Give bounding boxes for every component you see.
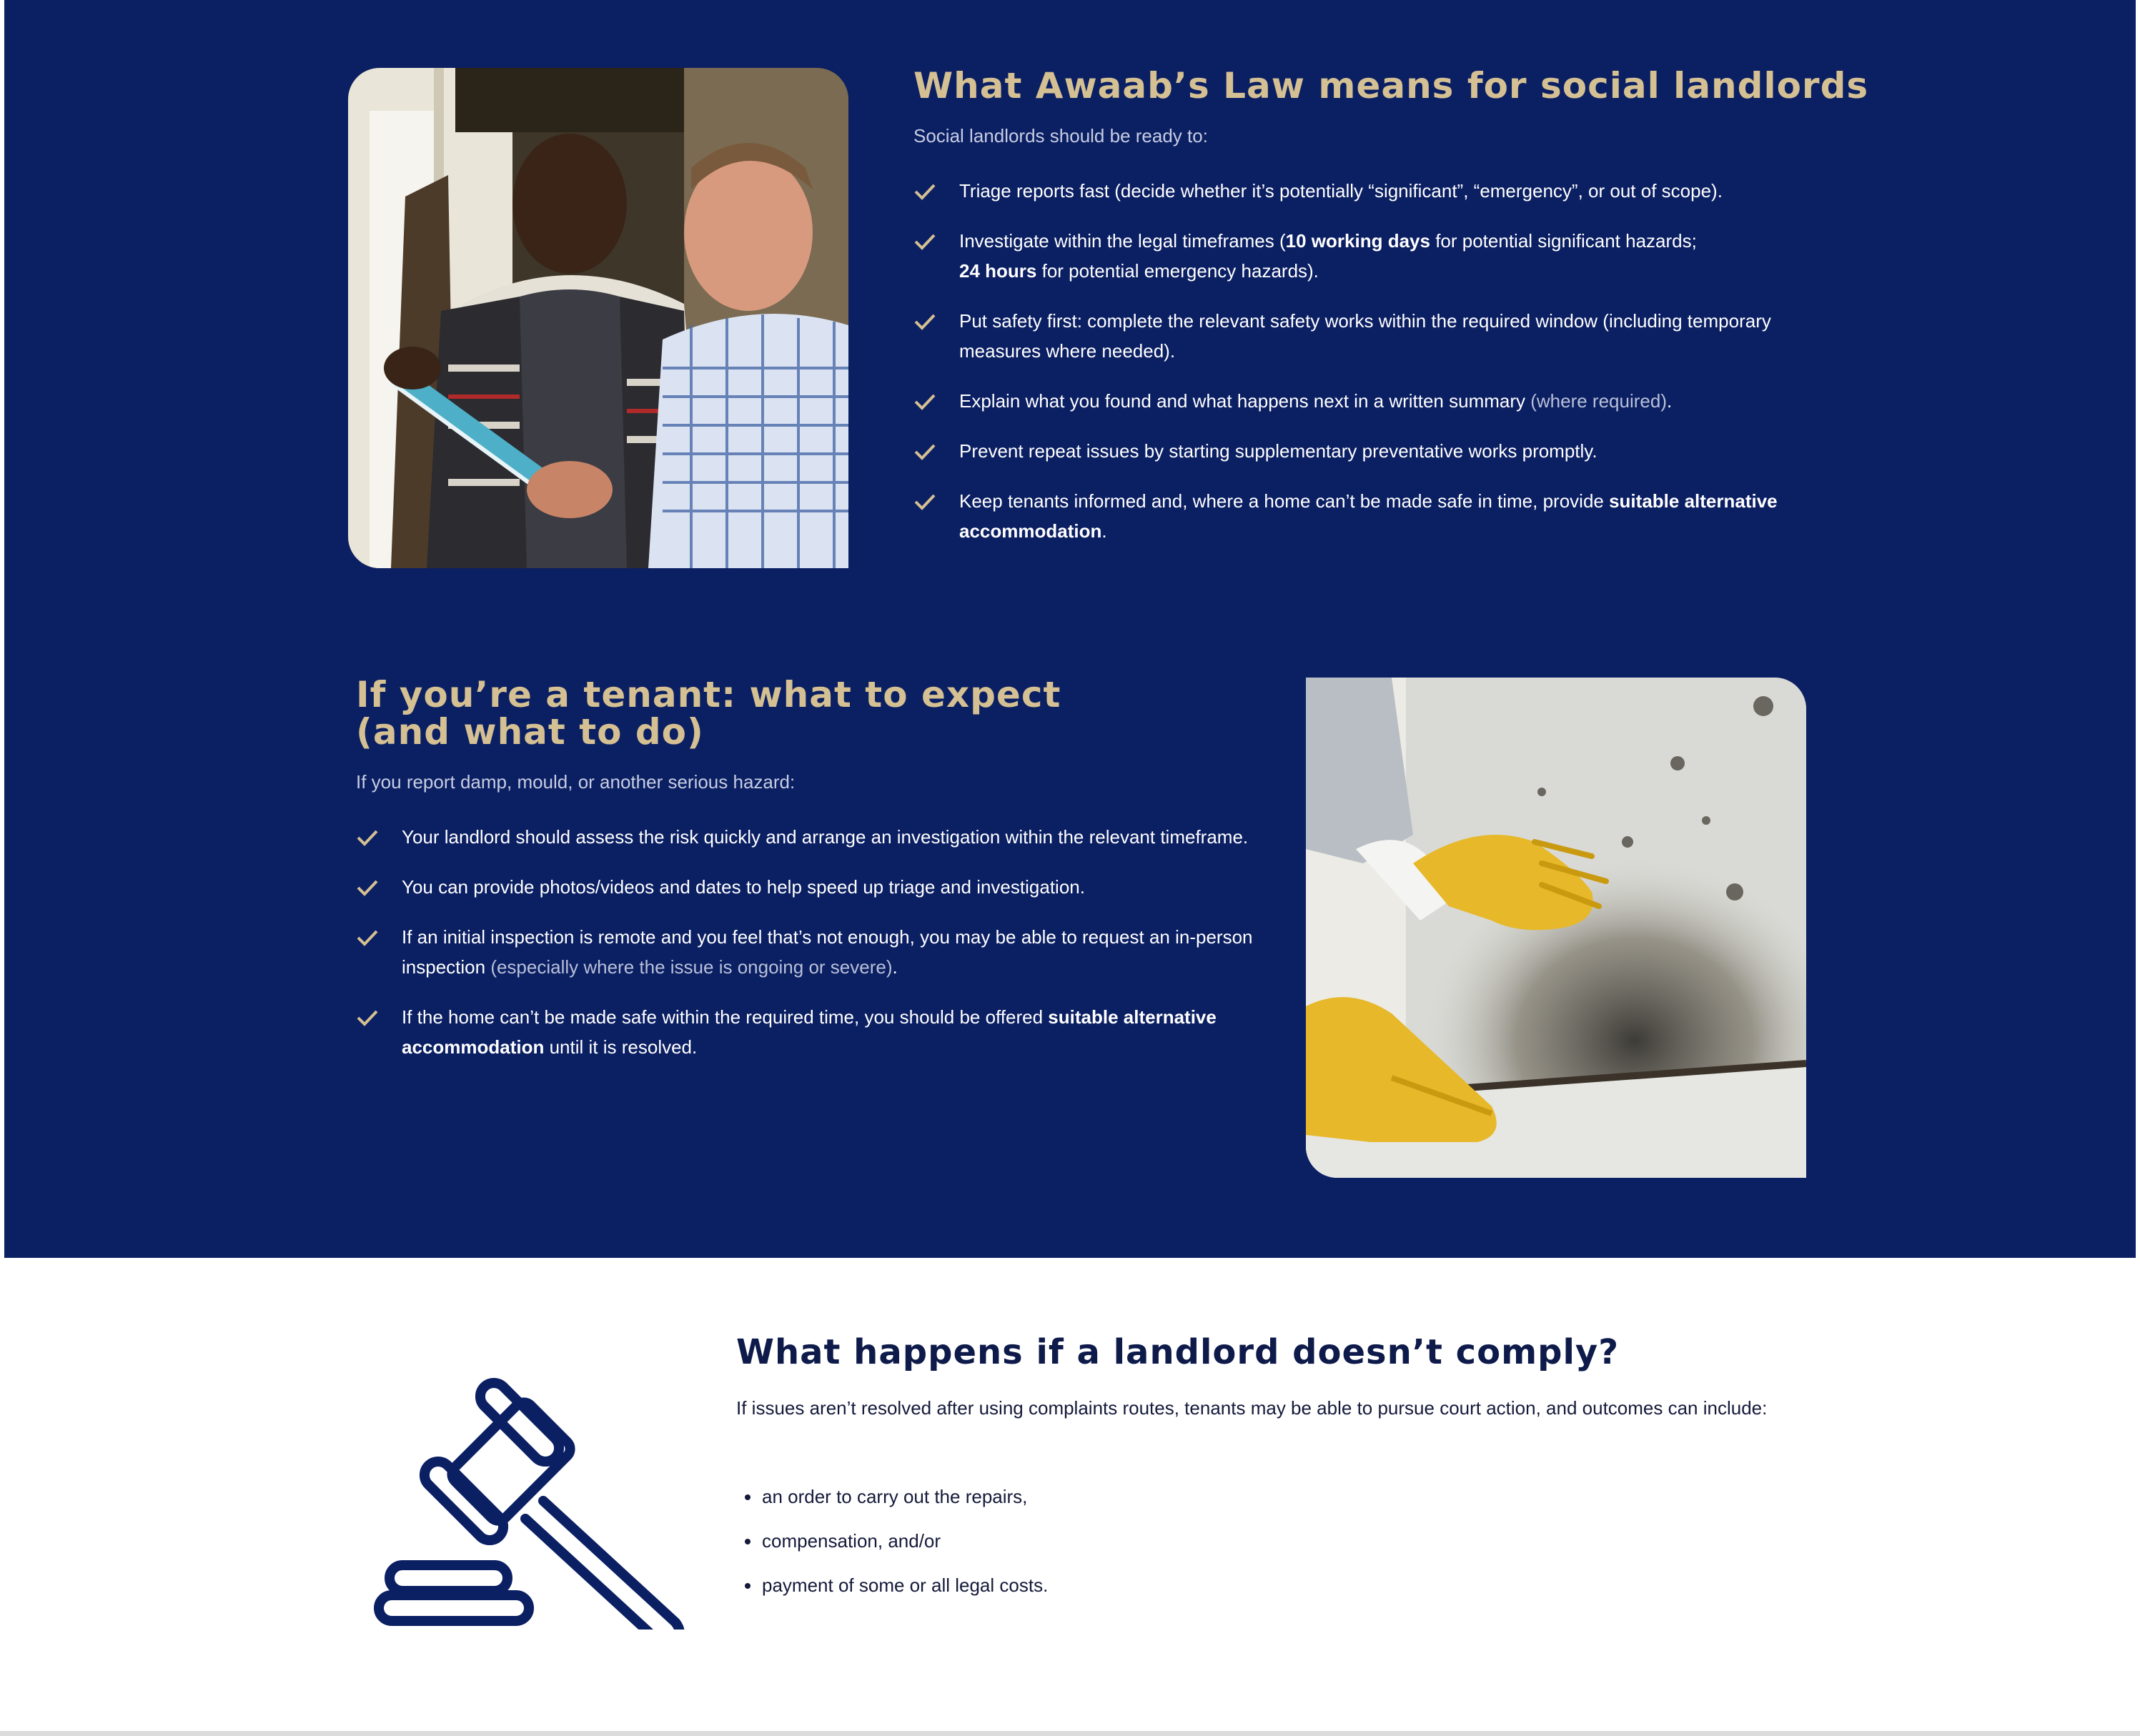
gavel-icon xyxy=(372,1358,693,1630)
list-item: If an initial inspection is remote and you feel that’s not enough, you may be able to request an in-person inspection (especially where the issue is ongoing or severe). xyxy=(356,922,1257,982)
list-item: payment of some or all legal costs. xyxy=(736,1572,1048,1598)
check-icon xyxy=(356,1008,379,1028)
list-item: If the home can’t be made safe within the required time, you should be offered suitable alternative accommodation until it is resolved. xyxy=(356,1002,1257,1062)
landlord-tenant-photo xyxy=(348,68,848,568)
landlords-intro: Social landlords should be ready to: xyxy=(913,125,1208,147)
check-icon xyxy=(913,492,936,512)
check-icon xyxy=(913,182,936,202)
check-icon xyxy=(913,442,936,462)
check-icon xyxy=(356,828,379,848)
check-icon xyxy=(913,392,936,412)
list-item: compensation, and/or xyxy=(736,1528,1048,1554)
list-item: Investigate within the legal timeframes (10 working days for potential significant hazards; 24 hours for potential emergency hazards). xyxy=(913,226,1814,286)
comply-title: What happens if a landlord doesn’t comply? xyxy=(736,1332,1620,1372)
tenants-intro: If you report damp, mould, or another serious hazard: xyxy=(356,771,796,793)
list-item: Put safety first: complete the relevant safety works within the required window (including temporary measures where needed). xyxy=(913,306,1814,366)
list-item: Triage reports fast (decide whether it’s potentially “significant”, “emergency”, or out of scope). xyxy=(913,176,1814,206)
list-item: You can provide photos/videos and dates to help speed up triage and investigation. xyxy=(356,872,1257,902)
comply-intro: If issues aren’t resolved after using complaints routes, tenants may be able to pursue court action, and outcomes can include: xyxy=(736,1397,1768,1419)
footer-divider xyxy=(0,1731,2140,1736)
outcomes-list xyxy=(736,1484,1048,1617)
mould-wall-photo xyxy=(1306,678,1806,1178)
list-item: Prevent repeat issues by starting supplementary preventative works promptly. xyxy=(913,436,1814,466)
list-item: Explain what you found and what happens next in a written summary (where required). xyxy=(913,386,1814,416)
landlords-title: What Awaab’s Law means for social landlords xyxy=(913,65,1869,106)
list-item: Keep tenants informed and, where a home can’t be made safe in time, provide suitable alternative accommodation. xyxy=(913,486,1814,546)
list-item: Your landlord should assess the risk quickly and arrange an investigation within the relevant timeframe. xyxy=(356,822,1257,852)
check-icon xyxy=(913,232,936,252)
check-icon xyxy=(356,928,379,948)
landlords-checklist xyxy=(913,176,1814,566)
check-icon xyxy=(913,312,936,332)
tenants-checklist xyxy=(356,822,1257,1082)
list-item: an order to carry out the repairs, xyxy=(736,1484,1048,1509)
check-icon xyxy=(356,878,379,898)
tenants-title: If you’re a tenant: what to expect (and what to do) xyxy=(356,674,1061,753)
